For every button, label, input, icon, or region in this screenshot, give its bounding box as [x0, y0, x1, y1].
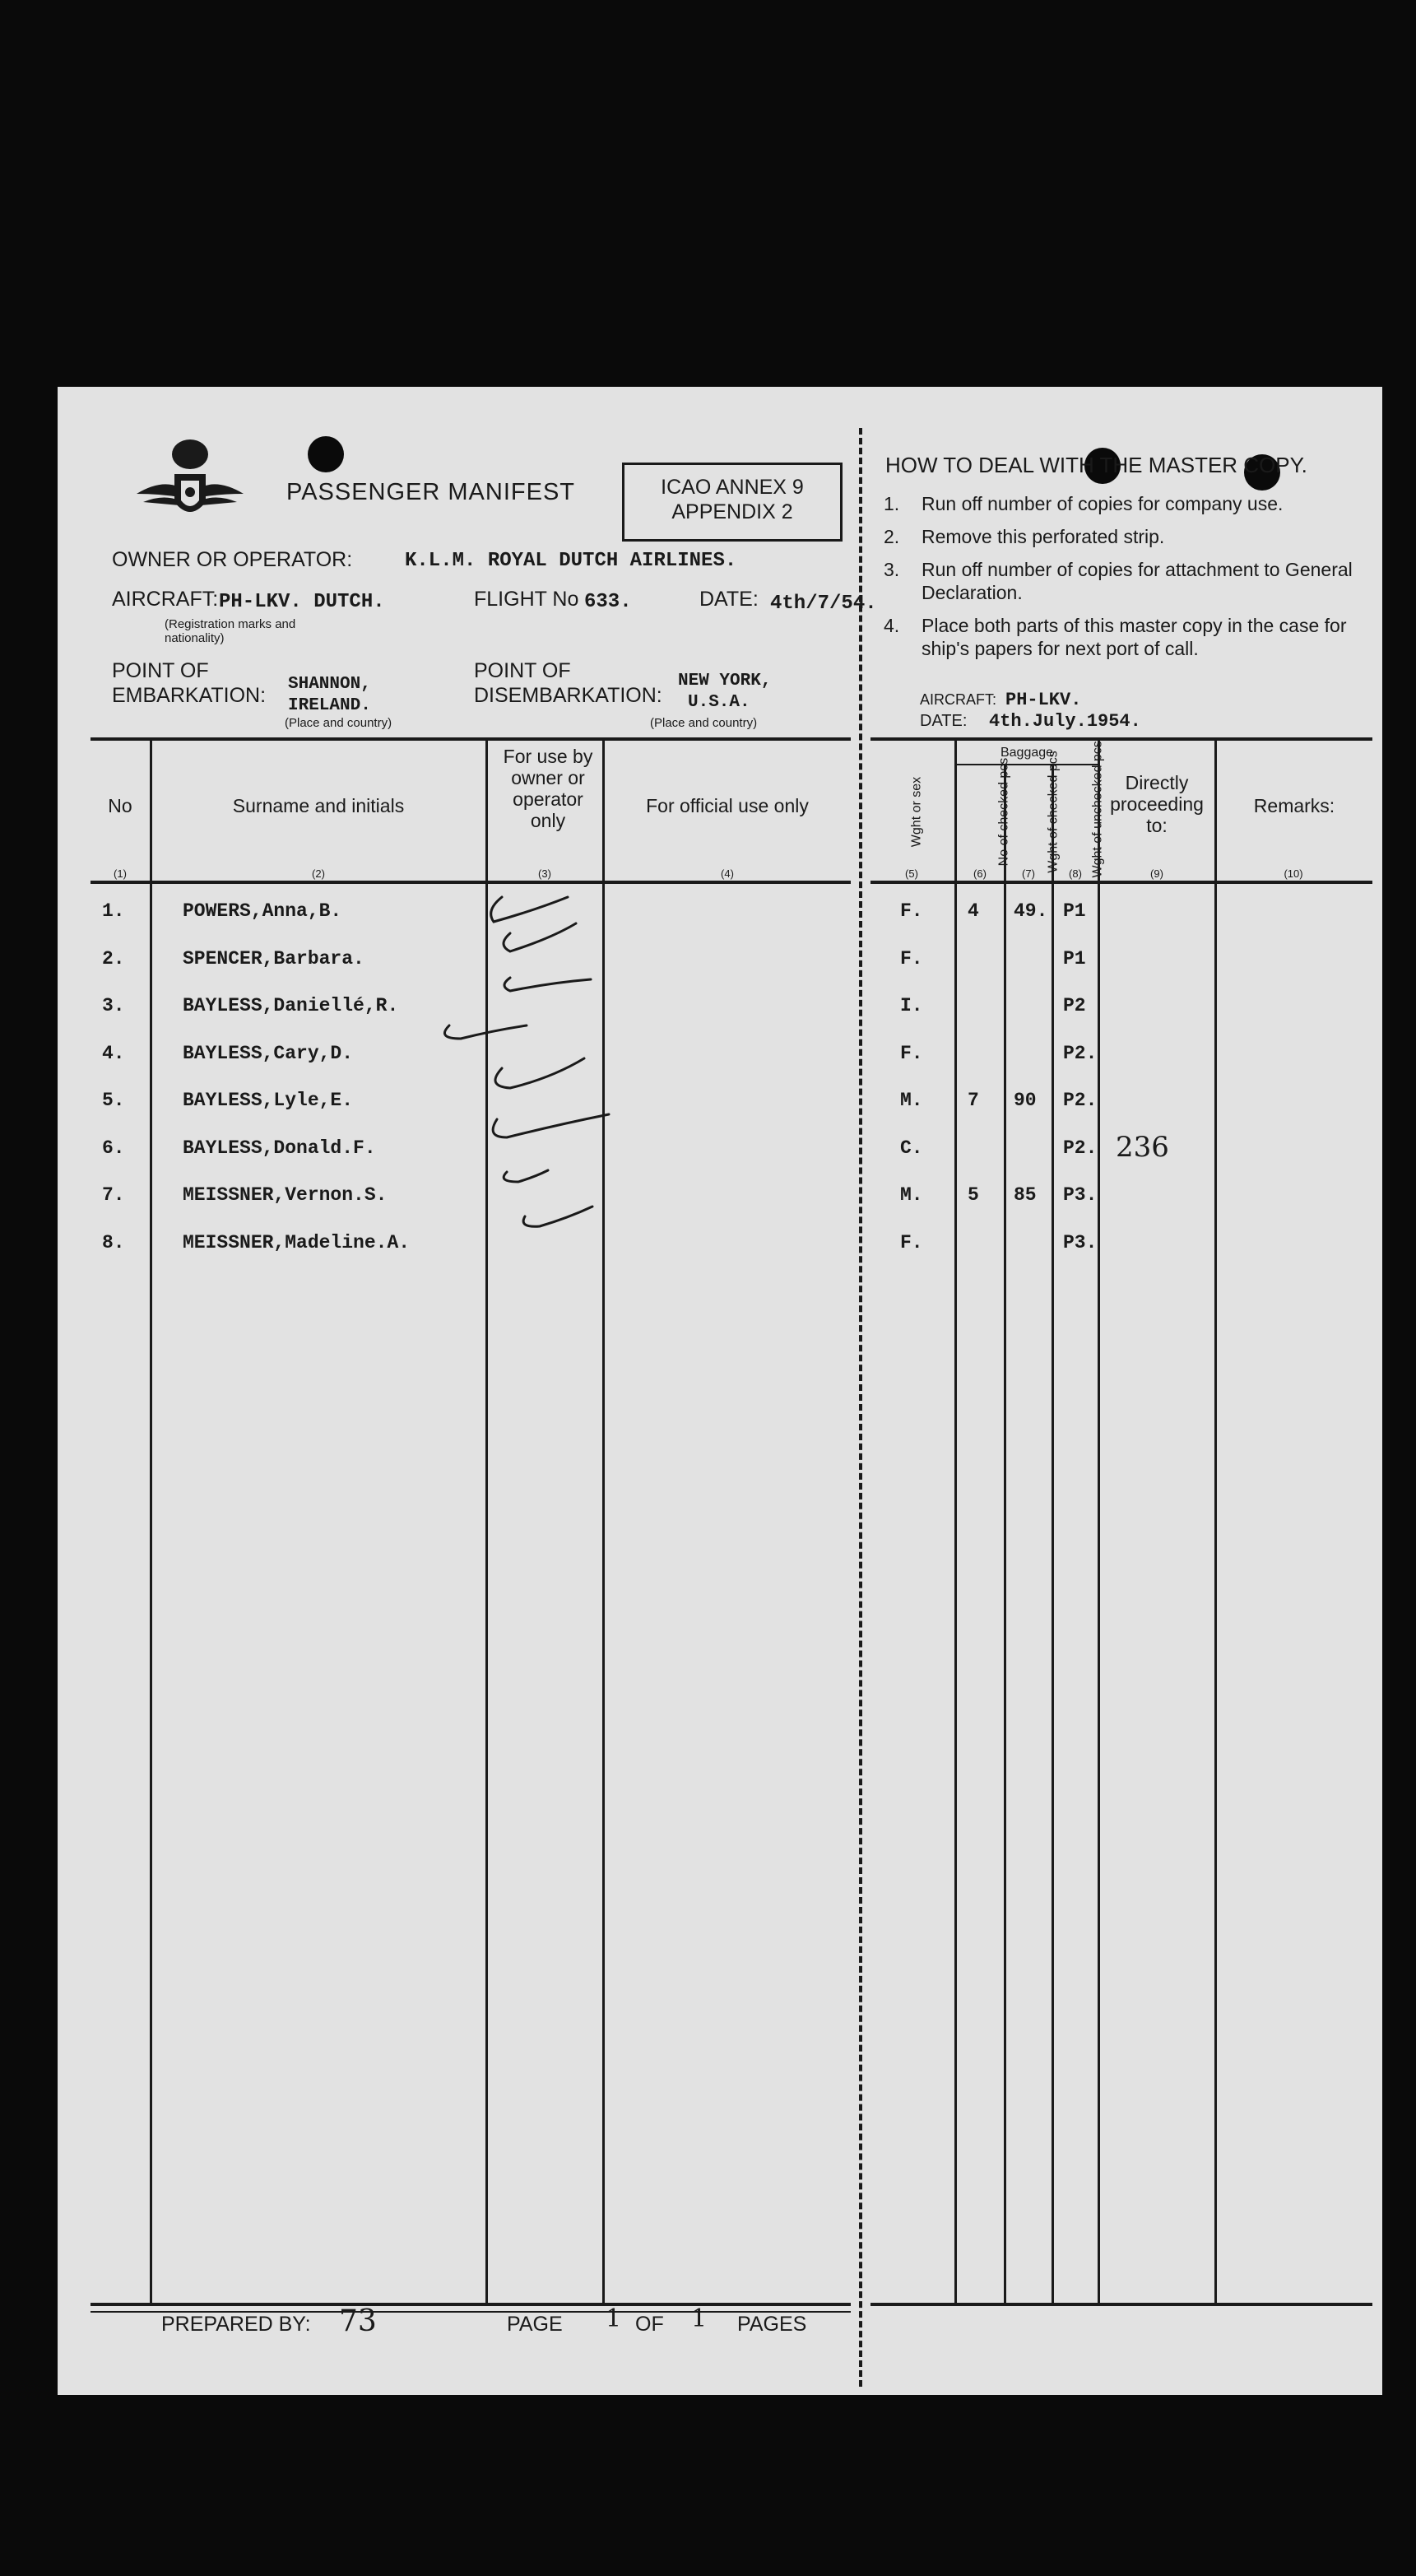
- row-number: 5.: [102, 1090, 125, 1111]
- row-number: 4.: [102, 1042, 125, 1064]
- owner-value: K.L.M. ROYAL DUTCH AIRLINES.: [405, 550, 737, 572]
- row-number: 8.: [102, 1231, 125, 1253]
- prepared-by-value: 73: [339, 2304, 377, 2338]
- passenger-name: BAYLESS,Donald.F.: [183, 1137, 376, 1159]
- icao-annex-box: ICAO ANNEX 9 APPENDIX 2: [622, 463, 843, 542]
- col-number: (4): [721, 867, 734, 880]
- date-label: DATE:: [699, 588, 759, 611]
- embark-note: (Place and country): [285, 716, 392, 730]
- table-bottom-rule: [870, 2303, 1372, 2306]
- passenger-sex: M.: [900, 1090, 923, 1111]
- of-label: OF: [635, 2313, 664, 2336]
- passenger-name: MEISSNER,Vernon.S.: [183, 1184, 388, 1206]
- embark-label: POINT OF EMBARKATION:: [112, 659, 267, 707]
- passenger-sex: I.: [900, 995, 923, 1016]
- instruction-item: 3. Run off number of copies for attachment to General Declaration.: [884, 559, 1353, 603]
- table-header-rule: [870, 881, 1372, 884]
- col-divider: [150, 739, 152, 2303]
- col-number: (3): [538, 867, 551, 880]
- passenger-name: SPENCER,Barbara.: [183, 947, 364, 969]
- baggage-rule: [954, 764, 1098, 765]
- col-header-wght-sex: Wght or sex: [909, 776, 924, 848]
- strip-date-label: DATE:: [920, 712, 968, 730]
- col-divider: [1098, 739, 1100, 2303]
- col-header-owner-use: For use by owner or operator only: [503, 746, 593, 831]
- instructions-title: HOW TO DEAL WITH THE MASTER COPY.: [885, 453, 1307, 477]
- aircraft-label: AIRCRAFT:: [112, 588, 219, 611]
- col-divider: [954, 739, 957, 2303]
- col-header-remarks: Remarks:: [1253, 795, 1335, 816]
- passenger-sex: M.: [900, 1184, 923, 1206]
- checked-weight: 49.: [1014, 900, 1048, 922]
- row-number: 1.: [102, 900, 125, 922]
- unchecked-weight: P1: [1063, 947, 1086, 969]
- perforation-line: [859, 428, 862, 2387]
- unchecked-weight: P3.: [1063, 1231, 1098, 1253]
- passenger-name: POWERS,Anna,B.: [183, 900, 342, 922]
- checked-pieces: 4: [968, 900, 979, 922]
- row-number: 3.: [102, 995, 125, 1016]
- disembark-note: (Place and country): [650, 716, 758, 730]
- col-header-baggage: Baggage: [1000, 746, 1054, 760]
- aircraft-note: (Registration marks and nationality): [165, 617, 296, 645]
- klm-crest-logo: [128, 436, 252, 527]
- col-number: (7): [1022, 867, 1035, 880]
- col-header-no: No: [108, 795, 132, 816]
- col-number: (6): [973, 867, 987, 880]
- handwritten-tick-marks: [428, 881, 675, 1341]
- passenger-name: BAYLESS,Lyle,E.: [183, 1090, 354, 1111]
- punch-hole: [308, 436, 344, 472]
- flight-value: 633.: [584, 591, 632, 613]
- row-number: 6.: [102, 1137, 125, 1159]
- checked-pieces: 7: [968, 1090, 979, 1111]
- passenger-name: MEISSNER,Madeline.A.: [183, 1231, 411, 1253]
- row-number: 7.: [102, 1184, 125, 1206]
- col-header-directly: Directly proceeding to:: [1110, 772, 1204, 836]
- unchecked-weight: P2: [1063, 995, 1086, 1016]
- of-value: 1: [691, 2304, 708, 2333]
- col-divider: [1214, 739, 1217, 2303]
- col-header-checked-wght: Wght of checked pcs: [1046, 751, 1061, 873]
- embark-value-1: SHANNON,: [288, 675, 371, 694]
- col-number: (8): [1069, 867, 1082, 880]
- table-top-rule: [91, 737, 851, 741]
- passenger-name: BAYLESS,Daniellé,R.: [183, 995, 399, 1016]
- passenger-sex: F.: [900, 900, 923, 922]
- passenger-sex: F.: [900, 947, 923, 969]
- disembark-value-1: NEW YORK,: [678, 672, 772, 690]
- col-divider: [1004, 764, 1006, 2303]
- flight-label: FLIGHT No: [474, 588, 579, 611]
- col-number: (9): [1150, 867, 1163, 880]
- disembark-label: POINT OF DISEMBARKATION:: [474, 659, 662, 707]
- manifest-sheet: [58, 387, 1382, 2395]
- col-header-unchecked-wght: Wght of unchecked pcs: [1090, 741, 1105, 878]
- strip-aircraft-value: PH-LKV.: [1005, 690, 1082, 710]
- col-number: (10): [1284, 867, 1303, 880]
- form-title: PASSENGER MANIFEST: [286, 479, 576, 505]
- col-number: (5): [905, 867, 918, 880]
- directly-proceeding: 236: [1116, 1130, 1169, 1164]
- col-number: (2): [312, 867, 325, 880]
- col-header-surname: Surname and initials: [232, 795, 405, 816]
- passenger-sex: F.: [900, 1231, 923, 1253]
- prepared-by-label: PREPARED BY:: [161, 2313, 311, 2336]
- col-divider: [1052, 764, 1054, 2303]
- passenger-sex: C.: [900, 1137, 923, 1159]
- embark-value-2: IRELAND.: [288, 696, 371, 715]
- checked-pieces: 5: [968, 1184, 979, 1206]
- row-number: 2.: [102, 947, 125, 969]
- instructions-list: [884, 492, 1369, 670]
- table-top-rule: [870, 737, 1372, 741]
- page-value: 1: [606, 2304, 622, 2333]
- col-number: (1): [114, 867, 127, 880]
- col-header-checked-pcs: No of checked pcs: [996, 757, 1011, 867]
- unchecked-weight: P1: [1063, 900, 1086, 922]
- strip-aircraft-label: AIRCRAFT:: [920, 691, 997, 708]
- passenger-sex: F.: [900, 1042, 923, 1064]
- strip-date-value: 4th.July.1954.: [989, 711, 1141, 732]
- unchecked-weight: P3.: [1063, 1184, 1098, 1206]
- checked-weight: 90: [1014, 1090, 1037, 1111]
- unchecked-weight: P2.: [1063, 1042, 1098, 1064]
- aircraft-value: PH-LKV. DUTCH.: [219, 591, 385, 613]
- owner-label: OWNER OR OPERATOR:: [112, 548, 353, 571]
- date-value: 4th/7/54.: [770, 593, 877, 615]
- pages-label: PAGES: [737, 2313, 807, 2336]
- page-label: PAGE: [507, 2313, 563, 2336]
- col-header-official: For official use only: [646, 795, 809, 816]
- unchecked-weight: P2.: [1063, 1137, 1098, 1159]
- instruction-item: 1. Run off number of copies for company use.: [884, 493, 1284, 514]
- disembark-value-2: U.S.A.: [688, 693, 750, 712]
- table-bottom-rule: [91, 2303, 851, 2306]
- passenger-name: BAYLESS,Cary,D.: [183, 1042, 354, 1064]
- instruction-item: 2. Remove this perforated strip.: [884, 526, 1165, 547]
- checked-weight: 85: [1014, 1184, 1037, 1206]
- instruction-item: 4. Place both parts of this master copy in the case for ship's papers for next port of call.: [884, 615, 1347, 659]
- unchecked-weight: P2.: [1063, 1090, 1098, 1111]
